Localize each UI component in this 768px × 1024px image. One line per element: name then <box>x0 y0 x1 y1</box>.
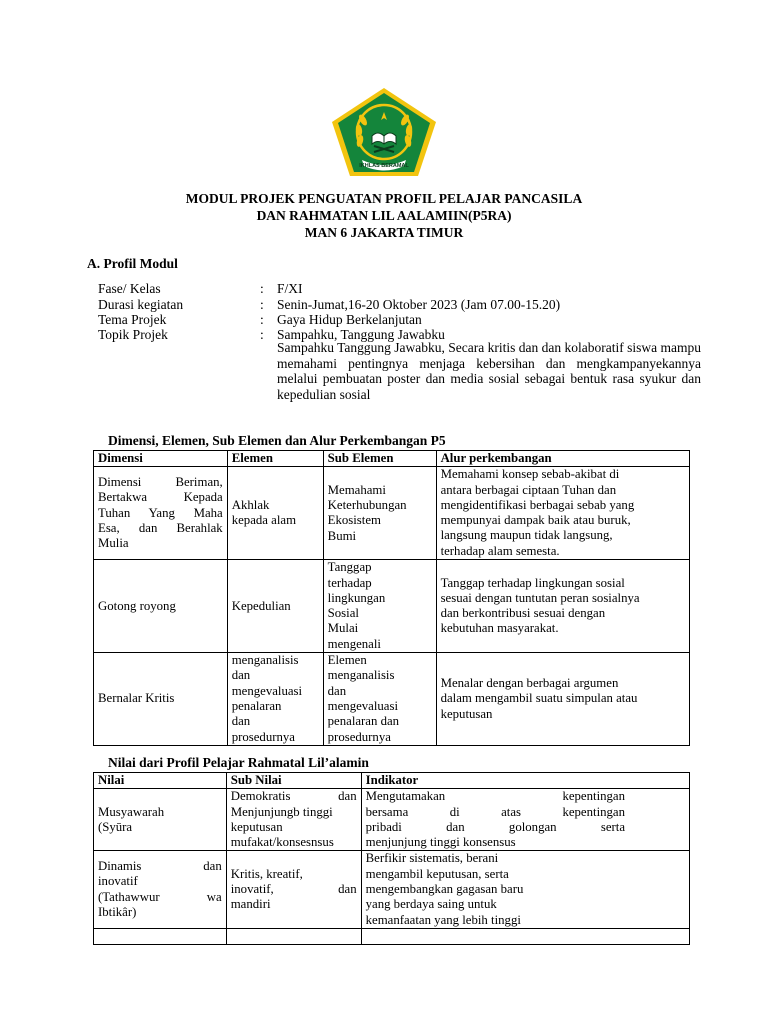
column-header-sub-nilai: Sub Nilai <box>226 773 361 789</box>
cell-line: mempunyai dampak baik atau buruk, <box>440 513 631 528</box>
cell-line: Dimensi Beriman, <box>98 475 223 490</box>
cell-empty <box>94 928 227 944</box>
info-value-topik: Sampahku, Tanggung Jawabku <box>277 327 445 342</box>
cell-line: dan <box>327 683 347 698</box>
cell-line: mengevaluasi <box>231 683 303 698</box>
table-row <box>94 653 690 746</box>
cell-line: penalaran <box>231 698 282 713</box>
cell-line: Tanggap <box>327 560 372 575</box>
cell-line: (Tathawwur wa <box>98 889 222 904</box>
cell-line: mengenali <box>327 636 381 651</box>
cell-line: Tanggap terhadap lingkungan sosial <box>440 575 625 590</box>
dimensi-table <box>93 450 690 746</box>
cell-line: Mulia <box>98 536 129 551</box>
table-row <box>94 851 690 928</box>
logo-ribbon-text: IKHLAS BERAMAL <box>359 163 409 169</box>
info-colon: : <box>260 281 264 296</box>
cell-elemen <box>227 560 323 653</box>
cell-line: Akhlak <box>231 498 270 512</box>
cell-line: prosedurnya <box>231 729 295 744</box>
cell-line: Mengutamakan kepentingan <box>365 789 625 804</box>
cell-line: Menjunjungb tinggi <box>230 804 333 819</box>
cell-nilai <box>94 851 227 928</box>
cell-line: mengembangkan gagasan baru <box>365 882 524 897</box>
table-row <box>94 789 690 851</box>
cell-line: Demokratis dan <box>230 789 357 804</box>
table-row <box>94 560 690 653</box>
cell-line: dan <box>231 668 251 683</box>
cell-line: mengidentifikasi berbagai sebab yang <box>440 497 635 512</box>
info-label-durasi: Durasi kegiatan <box>98 297 184 312</box>
cell-line: antara berbagai ciptaan Tuhan dan <box>440 482 617 497</box>
cell-line: menjunjung tinggi konsensus <box>365 835 516 850</box>
nilai-table <box>93 772 690 945</box>
column-header-elemen: Elemen <box>227 451 323 467</box>
cell-line: inovatif, dan <box>230 882 357 897</box>
cell-line: Berfikir sistematis, berani <box>365 851 499 866</box>
cell-line: Menalar dengan berbagai argumen <box>440 676 619 691</box>
cell-line: prosedurnya <box>327 729 391 744</box>
cell-line: terhadap <box>327 575 372 590</box>
cell-dimensi <box>94 467 228 560</box>
cell-line: menganalisis <box>327 668 395 683</box>
column-header-alur: Alur perkembangan <box>436 451 689 467</box>
column-header-sub-elemen: Sub Elemen <box>323 451 436 467</box>
cell-line: penalaran dan <box>327 714 400 729</box>
table-row-empty <box>94 928 690 944</box>
cell-line: mandiri <box>230 897 271 912</box>
cell-line: dan <box>231 714 251 729</box>
cell-sub-elemen <box>323 653 436 746</box>
cell-sub-nilai <box>226 789 361 851</box>
cell-line: langsung maupun tidak langsung, <box>440 528 613 543</box>
cell-line: yang berdaya saing untuk <box>365 897 497 912</box>
info-colon: : <box>260 312 264 327</box>
cell-line: Elemen <box>327 653 367 668</box>
cell-dimensi <box>94 560 228 653</box>
cell-line: Tuhan Yang Maha <box>98 505 223 520</box>
cell-dimensi <box>94 653 228 746</box>
info-colon: : <box>260 297 264 312</box>
cell-alur <box>436 653 689 746</box>
cell-line: bersama di atas kepentingan <box>365 804 625 819</box>
cell-line: menganalisis <box>231 653 299 668</box>
topik-description: Sampahku Tanggung Jawabku, Secara kritis dan dan kolaboratif siswa mampu memahami pentingnya menjaga kebersihan dan mengkampanyekannya melalui pembuatan poster dan media sosial sebagai bentuk rasa syukur dan kepedulian sosial <box>277 340 701 402</box>
cell-empty <box>361 928 689 944</box>
cell-line: kepada alam <box>231 513 297 528</box>
cell-line: dalam mengambil suatu simpulan atau <box>440 691 638 706</box>
info-value-fase: F/XI <box>277 281 303 296</box>
cell-line: Ibtikâr) <box>98 905 137 920</box>
cell-line: terhadap alam semesta. <box>440 543 560 558</box>
cell-empty <box>226 928 361 944</box>
table1-caption: Dimensi, Elemen, Sub Elemen dan Alur Perkembangan P5 <box>108 433 446 448</box>
cell-sub-nilai <box>226 851 361 928</box>
cell-line: keputusan <box>230 819 283 834</box>
cell-line: Memahami <box>327 482 386 497</box>
column-header-dimensi: Dimensi <box>94 451 228 467</box>
info-label-fase: Fase/ Kelas <box>98 281 161 296</box>
section-heading-profil-modul: A. Profil Modul <box>87 256 178 271</box>
info-value-tema: Gaya Hidup Berkelanjutan <box>277 312 422 327</box>
cell-line: Gotong royong <box>98 598 176 613</box>
info-label-topik: Topik Projek <box>98 327 168 342</box>
cell-alur <box>436 467 689 560</box>
cell-line: Keterhubungan <box>327 498 407 512</box>
cell-line: lingkungan <box>327 590 386 605</box>
document-title-line3: MAN 6 JAKARTA TIMUR <box>304 225 464 240</box>
cell-line: mufakat/konsesnsus <box>230 835 334 850</box>
table2-caption: Nilai dari Profil Pelajar Rahmatal Lil’alamin <box>108 755 369 770</box>
cell-sub-elemen <box>323 560 436 653</box>
table-header-row <box>94 451 690 467</box>
cell-elemen <box>227 653 323 746</box>
cell-alur <box>436 560 689 653</box>
document-title-line2: DAN RAHMATAN LIL AALAMIIN(P5RA) <box>256 208 512 223</box>
cell-line: mengambil keputusan, serta <box>365 866 509 881</box>
cell-indikator <box>361 789 689 851</box>
cell-line: sesuai dengan tuntutan peran sosialnya <box>440 590 640 605</box>
cell-line: Kritis, kreatif, <box>230 866 303 881</box>
cell-line: Kepedulian <box>231 598 291 613</box>
cell-line: (Syūra <box>98 819 133 834</box>
cell-line: Esa, dan Berahlak <box>98 520 223 535</box>
cell-elemen <box>227 467 323 560</box>
cell-line: Bumi <box>327 528 357 543</box>
cell-line: kebutuhan masyarakat. <box>440 621 559 636</box>
madrasah-logo <box>330 86 438 178</box>
info-colon: : <box>260 327 264 342</box>
cell-line: pribadi dan golongan serta <box>365 819 625 834</box>
cell-line: mengevaluasi <box>327 698 399 713</box>
cell-line: Ekosistem <box>327 513 381 528</box>
cell-line: kemanfaatan yang lebih tinggi <box>365 912 521 927</box>
cell-line: keputusan <box>440 706 493 721</box>
cell-nilai <box>94 789 227 851</box>
cell-indikator <box>361 851 689 928</box>
column-header-nilai: Nilai <box>94 773 227 789</box>
cell-line: dan berkontribusi sesuai dengan <box>440 606 606 621</box>
cell-sub-elemen <box>323 467 436 560</box>
cell-line: Sosial <box>327 606 359 621</box>
info-label-tema: Tema Projek <box>98 312 167 327</box>
cell-line: Mulai <box>327 621 359 636</box>
info-value-durasi: Senin-Jumat,16-20 Oktober 2023 (Jam 07.00-15.20) <box>277 297 561 312</box>
cell-line: Bertakwa Kepada <box>98 490 223 505</box>
table-row <box>94 467 690 560</box>
cell-line: Dinamis dan <box>98 859 222 874</box>
cell-line: inovatif <box>98 874 138 889</box>
column-header-indikator: Indikator <box>361 773 689 789</box>
cell-line: Musyawarah <box>98 804 165 819</box>
cell-line: Memahami konsep sebab-akibat di <box>440 467 620 482</box>
cell-line: Bernalar Kritis <box>98 691 175 706</box>
table-header-row <box>94 773 690 789</box>
document-title-line1: MODUL PROJEK PENGUATAN PROFIL PELAJAR PANCASILA <box>185 191 583 206</box>
